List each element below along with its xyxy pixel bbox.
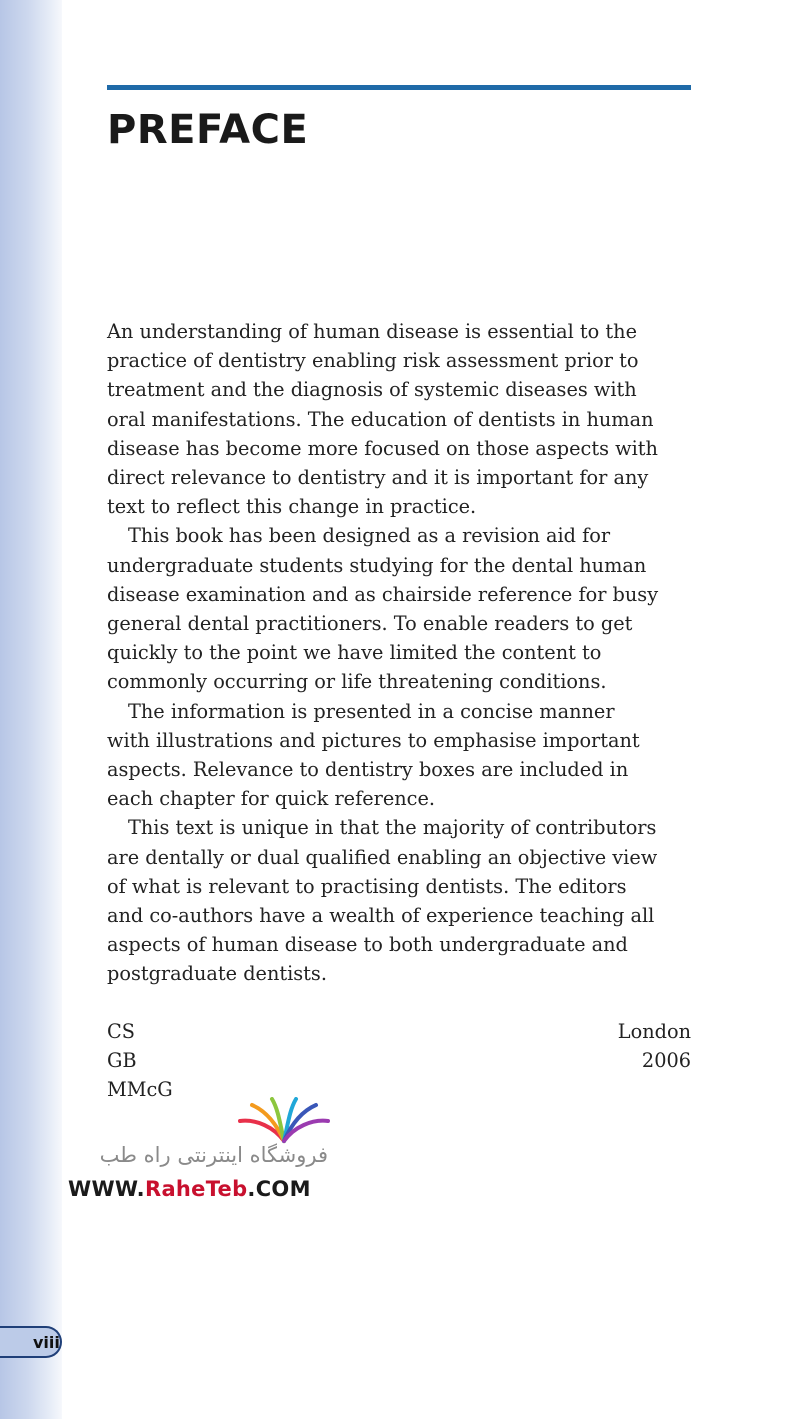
url-suffix: .COM — [247, 1177, 311, 1201]
text-line: practice of dentistry enabling risk assessment prior to — [107, 349, 639, 373]
text-line: oral manifestations. The education of dentists in human — [107, 407, 654, 431]
paragraph — [107, 697, 697, 814]
side-band — [0, 0, 62, 1419]
paragraph — [107, 317, 697, 521]
initials-mmcg: MMcG — [107, 1078, 173, 1101]
text-line: with illustrations and pictures to emphasise important — [107, 728, 640, 752]
text-line: disease has become more focused on those aspects with — [107, 436, 658, 460]
text-line: quickly to the point we have limited the content to — [107, 641, 602, 665]
watermark-persian-text: فروشگاه اینترنتی راه طب — [99, 1143, 328, 1167]
text-line: The information is presented in a concise manner — [128, 699, 615, 723]
text-line: text to reflect this change in practice. — [107, 495, 477, 519]
initials-cs: CS — [107, 1020, 135, 1043]
text-line: aspects of human disease to both undergraduate and — [107, 933, 628, 957]
text-line: aspects. Relevance to dentistry boxes are included in — [107, 758, 629, 782]
text-line: postgraduate dentists. — [107, 962, 327, 986]
text-line: each chapter for quick reference. — [107, 787, 435, 811]
text-line: commonly occurring or life threatening conditions. — [107, 670, 607, 694]
book-fan-icon — [238, 1097, 330, 1145]
author-initials — [107, 1017, 173, 1104]
page-number-tab — [0, 1326, 62, 1358]
text-line: treatment and the diagnosis of systemic diseases with — [107, 378, 637, 402]
text-line: undergraduate students studying for the dental human — [107, 553, 647, 577]
text-line: of what is relevant to practising dentists. The editors — [107, 874, 627, 898]
text-line: are dentally or dual qualified enabling an objective view — [107, 845, 658, 869]
url-prefix: WWW. — [68, 1177, 145, 1201]
year: 2006 — [641, 1049, 691, 1072]
text-line: This book has been designed as a revision aid for — [128, 524, 611, 548]
text-line: This text is unique in that the majority of contributors — [128, 816, 657, 840]
paragraph — [107, 521, 697, 696]
paragraph — [107, 813, 697, 988]
page-title: PREFACE — [107, 107, 309, 153]
text-line: direct relevance to dentistry and it is important for any — [107, 466, 649, 490]
watermark-logo — [64, 1097, 336, 1207]
initials-gb: GB — [107, 1049, 137, 1072]
text-line: disease examination and as chairside reference for busy — [107, 582, 659, 606]
text-line: and co-authors have a wealth of experience teaching all — [107, 904, 655, 928]
watermark-url — [68, 1177, 311, 1201]
place: London — [617, 1020, 691, 1043]
place-date — [618, 1017, 691, 1075]
url-highlight: RaheTeb — [144, 1177, 248, 1201]
preface-body — [107, 317, 697, 989]
text-line: An understanding of human disease is essential to the — [107, 320, 637, 343]
text-line: general dental practitioners. To enable readers to get — [107, 612, 633, 636]
page-number: viii — [33, 1333, 60, 1352]
title-rule — [107, 85, 691, 90]
